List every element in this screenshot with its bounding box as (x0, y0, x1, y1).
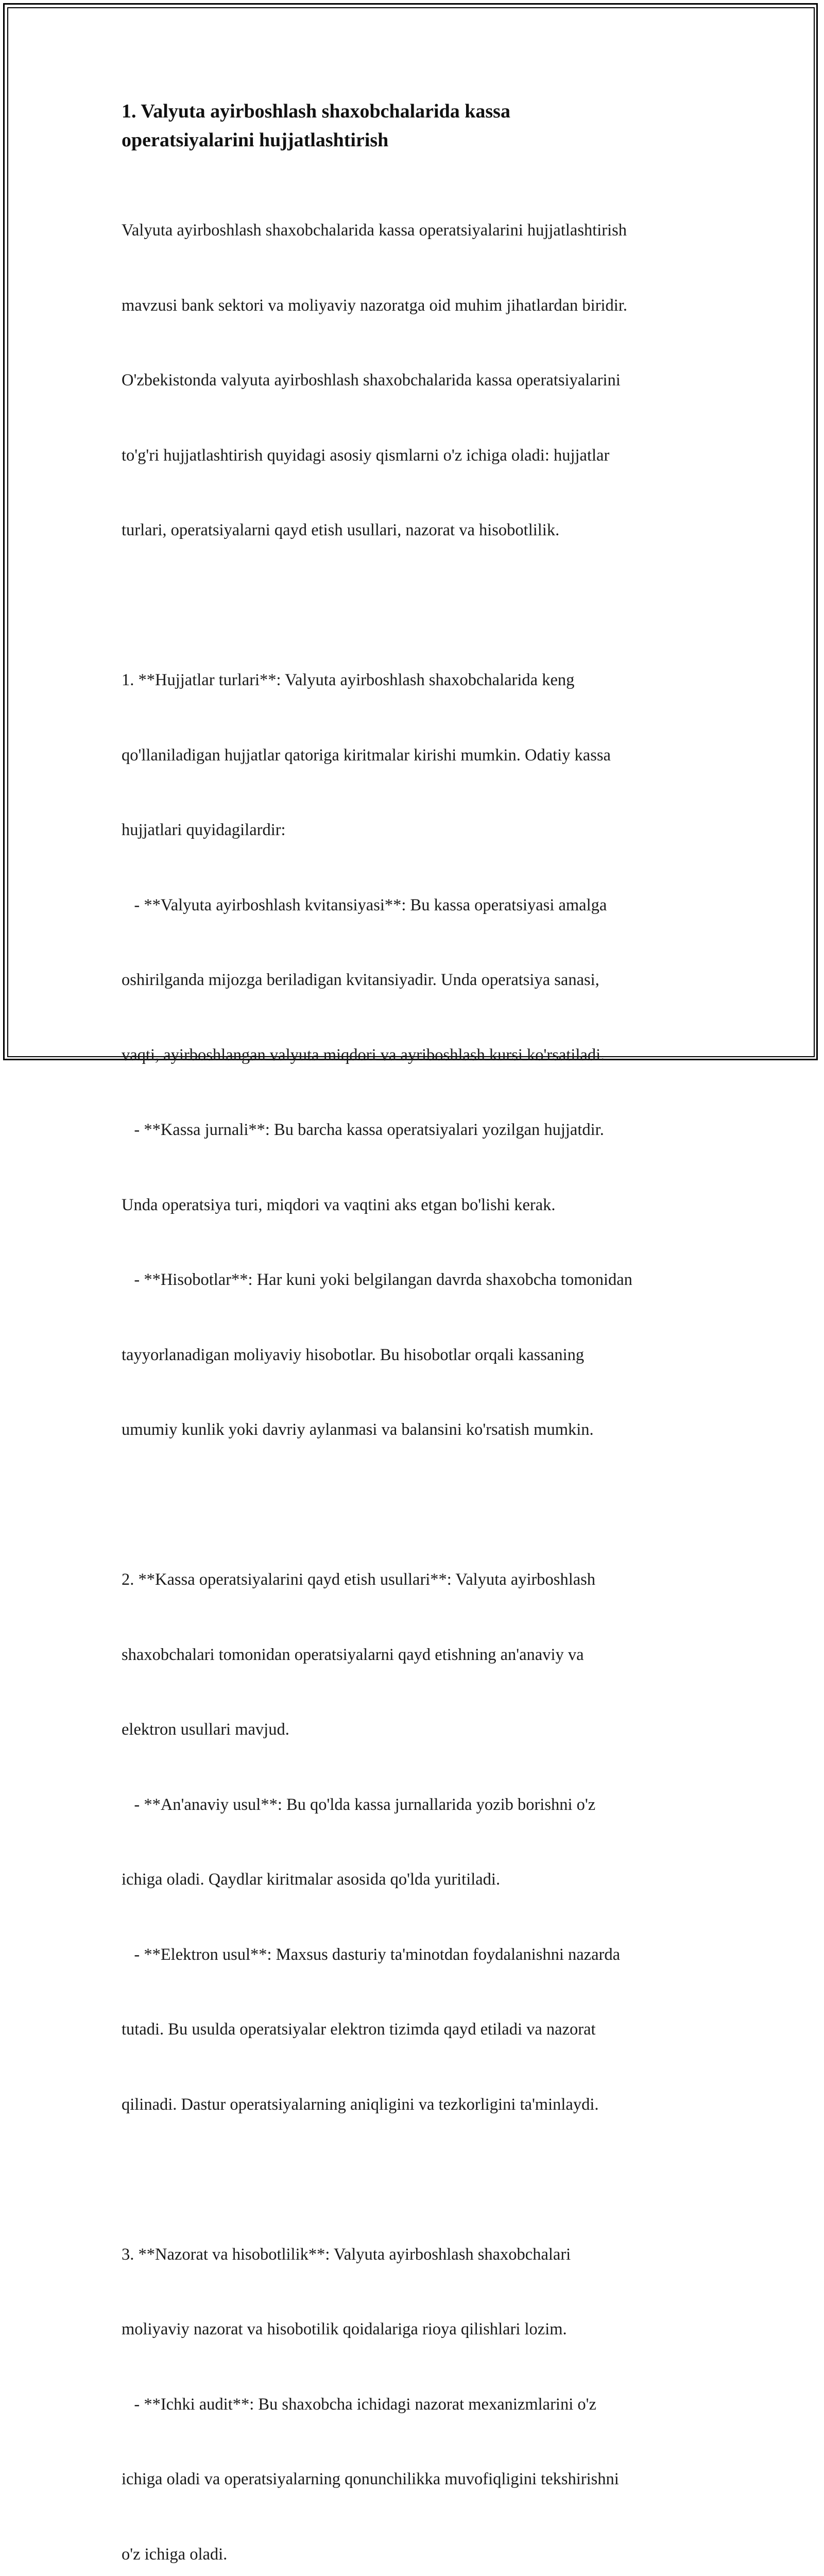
title-line: 1. Valyuta ayirboshlash shaxobchalarida kassa (122, 100, 510, 122)
title-line: operatsiyalarini hujjatlashtirish (122, 129, 388, 151)
text-line: oshirilganda mijozga beriladigan kvitansiyadir. Unda operatsiya sanasi, (122, 968, 714, 993)
text-line: o'z ichiga oladi. (122, 2542, 714, 2567)
text-line: qo'llaniladigan hujjatlar qatoriga kiritmalar kirishi mumkin. Odatiy kassa (122, 743, 714, 768)
document-body (122, 97, 714, 2576)
text-line: qilinadi. Dastur operatsiyalarning aniqligini va tezkorligini ta'minlaydi. (122, 2092, 714, 2117)
text-line: - **Kassa jurnali**: Bu barcha kassa operatsiyalari yozilgan hujjatdir. (122, 1117, 714, 1143)
text-line: 3. **Nazorat va hisobotlilik**: Valyuta ayirboshlash shaxobchalari (122, 2242, 714, 2267)
text-line: 2. **Kassa operatsiyalarini qayd etish usullari**: Valyuta ayirboshlash (122, 1567, 714, 1592)
text-line: - **An'anaviy usul**: Bu qo'lda kassa jurnallarida yozib borishni o'z (122, 1792, 714, 1818)
text-line: O'zbekistonda valyuta ayirboshlash shaxobchalarida kassa operatsiyalarini (122, 368, 714, 393)
text-line: tayyorlanadigan moliyaviy hisobotlar. Bu hisobotlar orqali kassaning (122, 1343, 714, 1368)
text-line: vaqti, ayirboshlangan valyuta miqdori va ayriboshlash kursi ko'rsatiladi. (122, 1043, 714, 1068)
text-line: elektron usullari mavjud. (122, 1717, 714, 1742)
text-line: - **Hisobotlar**: Har kuni yoki belgilangan davrda shaxobcha tomonidan (122, 1267, 714, 1293)
text-line: moliyaviy nazorat va hisobotilik qoidalariga rioya qilishlari lozim. (122, 2317, 714, 2342)
section-control-reporting (122, 2192, 714, 2576)
text-line: - **Valyuta ayirboshlash kvitansiyasi**: Bu kassa operatsiyasi amalga (122, 893, 714, 918)
section-document-types (122, 618, 714, 1493)
text-line: to'g'ri hujjatlashtirish quyidagi asosiy qismlarni o'z ichiga oladi: hujjatlar (122, 443, 714, 468)
text-line: tutadi. Bu usulda operatsiyalar elektron tizimda qayd etiladi va nazorat (122, 2017, 714, 2042)
section-recording-methods (122, 1517, 714, 2167)
text-line: ichiga oladi va operatsiyalarning qonunchilikka muvofiqligini tekshirishni (122, 2467, 714, 2492)
text-line: 1. **Hujjatlar turlari**: Valyuta ayirboshlash shaxobchalarida keng (122, 668, 714, 693)
text-line: mavzusi bank sektori va moliyaviy nazoratga oid muhim jihatlardan biridir. (122, 293, 714, 318)
text-line: ichiga oladi. Qaydlar kiritmalar asosida qo'lda yuritiladi. (122, 1867, 714, 1892)
blank-line (122, 593, 714, 618)
blank-line (122, 2167, 714, 2192)
text-line: - **Elektron usul**: Maxsus dasturiy ta'minotdan foydalanishni nazarda (122, 1942, 714, 1968)
text-line: turlari, operatsiyalarni qayd etish usullari, nazorat va hisobotlilik. (122, 518, 714, 543)
document-title (122, 97, 714, 155)
text-line: Valyuta ayirboshlash shaxobchalarida kassa operatsiyalarini hujjatlashtirish (122, 218, 714, 243)
blank-line (122, 1493, 714, 1518)
text-line: umumiy kunlik yoki davriy aylanmasi va balansini ko'rsatish mumkin. (122, 1417, 714, 1443)
text-line: Unda operatsiya turi, miqdori va vaqtini aks etgan bo'lishi kerak. (122, 1193, 714, 1218)
text-line: shaxobchalari tomonidan operatsiyalarni qayd etishning an'anaviy va (122, 1642, 714, 1668)
text-line: - **Ichki audit**: Bu shaxobcha ichidagi nazorat mexanizmlarini o'z (122, 2392, 714, 2417)
text-line: hujjatlari quyidagilardir: (122, 818, 714, 843)
intro-paragraph (122, 168, 714, 593)
